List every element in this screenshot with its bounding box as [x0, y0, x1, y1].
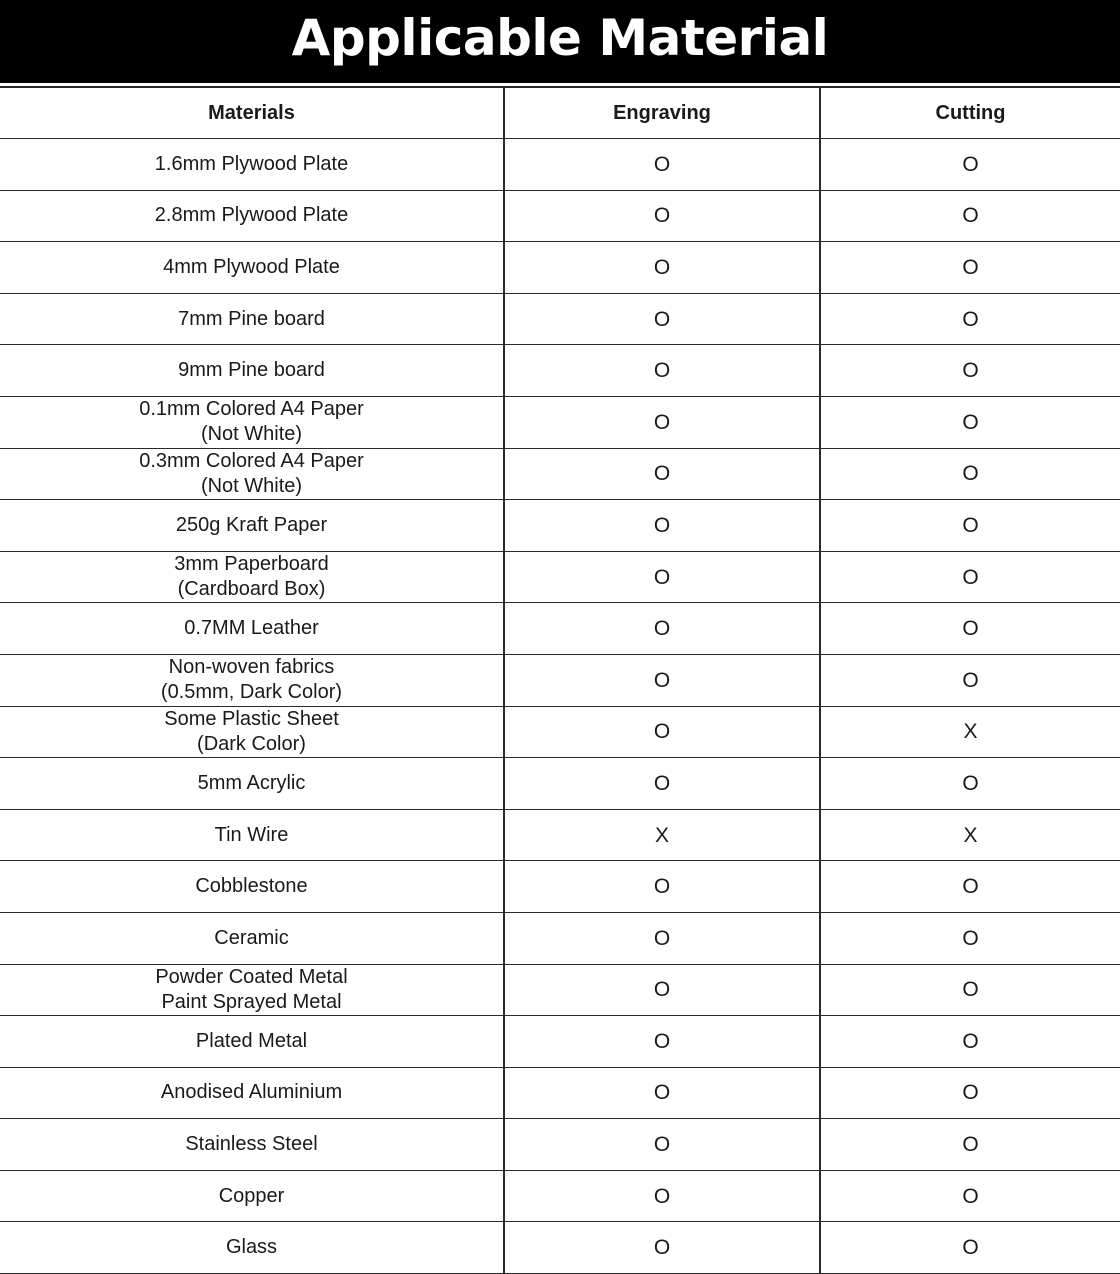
engraving-cell: [505, 707, 821, 758]
page-title: Applicable Material: [291, 8, 829, 67]
table-header-row: [0, 88, 1120, 139]
material-name: Cobblestone: [195, 875, 308, 898]
engraving-mark: O: [653, 513, 671, 537]
cutting-cell: [821, 707, 1120, 758]
engraving-mark: O: [653, 720, 671, 744]
cutting-mark: O: [962, 668, 979, 692]
engraving-mark: O: [653, 410, 671, 434]
material-name: Powder Coated Metal Paint Sprayed Metal: [155, 965, 348, 1013]
table-row: [0, 1068, 1120, 1120]
table-row: [0, 449, 1120, 501]
engraving-mark: O: [653, 1236, 671, 1260]
cutting-cell: [821, 1068, 1120, 1119]
engraving-cell: [505, 397, 821, 448]
material-cell: [0, 449, 505, 500]
material-cell: [0, 500, 505, 551]
engraving-cell: [505, 603, 821, 654]
title-banner: [0, 0, 1120, 83]
material-name: Anodised Aluminium: [160, 1081, 343, 1104]
table-row: [0, 345, 1120, 397]
cutting-mark: X: [963, 720, 978, 744]
table-row: [0, 861, 1120, 913]
engraving-mark: O: [653, 462, 671, 486]
cutting-cell: [821, 191, 1120, 242]
material-name: Tin Wire: [214, 823, 289, 846]
material-name: 4mm Plywood Plate: [163, 255, 340, 278]
engraving-mark: O: [653, 307, 671, 331]
engraving-cell: [505, 810, 821, 861]
engraving-mark: O: [653, 668, 671, 692]
cutting-cell: [821, 1171, 1120, 1222]
material-name: 250g Kraft Paper: [175, 513, 328, 536]
engraving-cell: [505, 1016, 821, 1067]
table-row: [0, 294, 1120, 346]
materials-table: [0, 86, 1120, 1272]
material-name: 9mm Pine board: [178, 359, 325, 382]
table-row: [0, 1119, 1120, 1171]
engraving-mark: O: [653, 1133, 671, 1157]
table-row: [0, 552, 1120, 604]
material-name: Stainless Steel: [185, 1133, 318, 1156]
cutting-mark: O: [962, 1081, 979, 1105]
material-name: Glass: [225, 1236, 278, 1259]
material-cell: [0, 345, 505, 396]
engraving-mark: O: [653, 204, 671, 228]
cutting-mark: O: [962, 1184, 979, 1208]
cutting-mark: O: [962, 565, 979, 589]
cutting-cell: [821, 758, 1120, 809]
header-materials: Materials: [0, 88, 505, 138]
cutting-cell: [821, 810, 1120, 861]
table-row: [0, 242, 1120, 294]
cutting-cell: [821, 345, 1120, 396]
material-name: Plated Metal: [195, 1029, 308, 1052]
engraving-mark: O: [653, 926, 671, 950]
engraving-cell: [505, 861, 821, 912]
table-row: [0, 965, 1120, 1017]
material-cell: [0, 758, 505, 809]
material-cell: [0, 1222, 505, 1273]
engraving-cell: [505, 191, 821, 242]
cutting-mark: O: [962, 513, 979, 537]
material-name: 2.8mm Plywood Plate: [154, 204, 349, 227]
material-cell: [0, 1119, 505, 1170]
engraving-cell: [505, 965, 821, 1016]
engraving-cell: [505, 1222, 821, 1273]
engraving-mark: O: [653, 978, 671, 1002]
engraving-cell: [505, 449, 821, 500]
engraving-cell: [505, 294, 821, 345]
cutting-mark: O: [962, 359, 979, 383]
cutting-mark: O: [962, 1133, 979, 1157]
cutting-cell: [821, 1222, 1120, 1273]
cutting-cell: [821, 294, 1120, 345]
engraving-mark: O: [653, 565, 671, 589]
engraving-mark: O: [653, 771, 671, 795]
engraving-mark: O: [653, 359, 671, 383]
material-cell: [0, 191, 505, 242]
cutting-mark: O: [962, 204, 979, 228]
engraving-cell: [505, 139, 821, 190]
engraving-cell: [505, 913, 821, 964]
material-cell: [0, 397, 505, 448]
cutting-mark: O: [962, 926, 979, 950]
table-row: [0, 500, 1120, 552]
material-name: 7mm Pine board: [178, 307, 325, 330]
cutting-mark: X: [963, 823, 978, 847]
table-row: [0, 1016, 1120, 1068]
cutting-cell: [821, 861, 1120, 912]
material-cell: [0, 242, 505, 293]
table-row: [0, 758, 1120, 810]
engraving-mark: O: [653, 617, 671, 641]
cutting-mark: O: [962, 617, 979, 641]
table-row: [0, 1171, 1120, 1223]
material-cell: [0, 810, 505, 861]
cutting-cell: [821, 655, 1120, 706]
material-cell: [0, 1068, 505, 1119]
cutting-mark: O: [962, 1029, 979, 1053]
cutting-mark: O: [962, 462, 979, 486]
cutting-cell: [821, 965, 1120, 1016]
material-name: 1.6mm Plywood Plate: [154, 152, 349, 175]
table-row: [0, 655, 1120, 707]
cutting-cell: [821, 603, 1120, 654]
cutting-mark: O: [962, 771, 979, 795]
engraving-mark: X: [654, 823, 669, 847]
engraving-cell: [505, 655, 821, 706]
table-row: [0, 603, 1120, 655]
cutting-cell: [821, 242, 1120, 293]
engraving-mark: O: [653, 875, 671, 899]
material-cell: [0, 139, 505, 190]
material-name: 0.1mm Colored A4 Paper (Not White): [139, 398, 364, 446]
material-name: Ceramic: [214, 926, 289, 949]
engraving-cell: [505, 758, 821, 809]
material-cell: [0, 707, 505, 758]
engraving-mark: O: [653, 1184, 671, 1208]
cutting-mark: O: [962, 307, 979, 331]
header-cutting: Cutting: [935, 101, 1006, 124]
cutting-cell: [821, 139, 1120, 190]
cutting-cell: [821, 552, 1120, 603]
material-name: 3mm Paperboard (Cardboard Box): [174, 553, 329, 601]
material-cell: [0, 861, 505, 912]
material-cell: [0, 965, 505, 1016]
material-cell: [0, 603, 505, 654]
material-cell: [0, 913, 505, 964]
table-row: [0, 913, 1120, 965]
engraving-mark: O: [653, 1029, 671, 1053]
cutting-mark: O: [962, 875, 979, 899]
material-name: 0.3mm Colored A4 Paper (Not White): [139, 449, 364, 497]
engraving-cell: [505, 242, 821, 293]
engraving-cell: [505, 1068, 821, 1119]
cutting-mark: O: [962, 978, 979, 1002]
engraving-mark: O: [653, 1081, 671, 1105]
material-name: 0.7MM Leather: [184, 617, 319, 640]
cutting-mark: O: [962, 1236, 979, 1260]
cutting-cell: [821, 397, 1120, 448]
cutting-cell: [821, 449, 1120, 500]
table-row: [0, 139, 1120, 191]
table-row: [0, 1222, 1120, 1274]
header-engraving: Engraving: [505, 88, 821, 138]
table-row: [0, 810, 1120, 862]
table-row: [0, 397, 1120, 449]
material-cell: [0, 294, 505, 345]
table-body: [0, 139, 1120, 1274]
material-name: Non-woven fabrics (0.5mm, Dark Color): [160, 656, 343, 704]
material-cell: [0, 552, 505, 603]
engraving-cell: [505, 552, 821, 603]
material-cell: [0, 1171, 505, 1222]
cutting-mark: O: [962, 410, 979, 434]
engraving-mark: O: [653, 255, 671, 279]
cutting-cell: [821, 500, 1120, 551]
engraving-cell: [505, 500, 821, 551]
engraving-cell: [505, 345, 821, 396]
cutting-cell: [821, 1016, 1120, 1067]
material-cell: [0, 655, 505, 706]
engraving-mark: O: [653, 152, 671, 176]
material-name: Some Plastic Sheet (Dark Color): [164, 707, 339, 755]
engraving-cell: [505, 1171, 821, 1222]
cutting-mark: O: [962, 152, 979, 176]
table-row: [0, 707, 1120, 759]
engraving-cell: [505, 1119, 821, 1170]
cutting-mark: O: [962, 255, 979, 279]
material-name: Copper: [218, 1184, 285, 1207]
material-name: 5mm Acrylic: [197, 771, 306, 794]
material-cell: [0, 1016, 505, 1067]
table-row: [0, 191, 1120, 243]
cutting-cell: [821, 1119, 1120, 1170]
cutting-cell: [821, 913, 1120, 964]
